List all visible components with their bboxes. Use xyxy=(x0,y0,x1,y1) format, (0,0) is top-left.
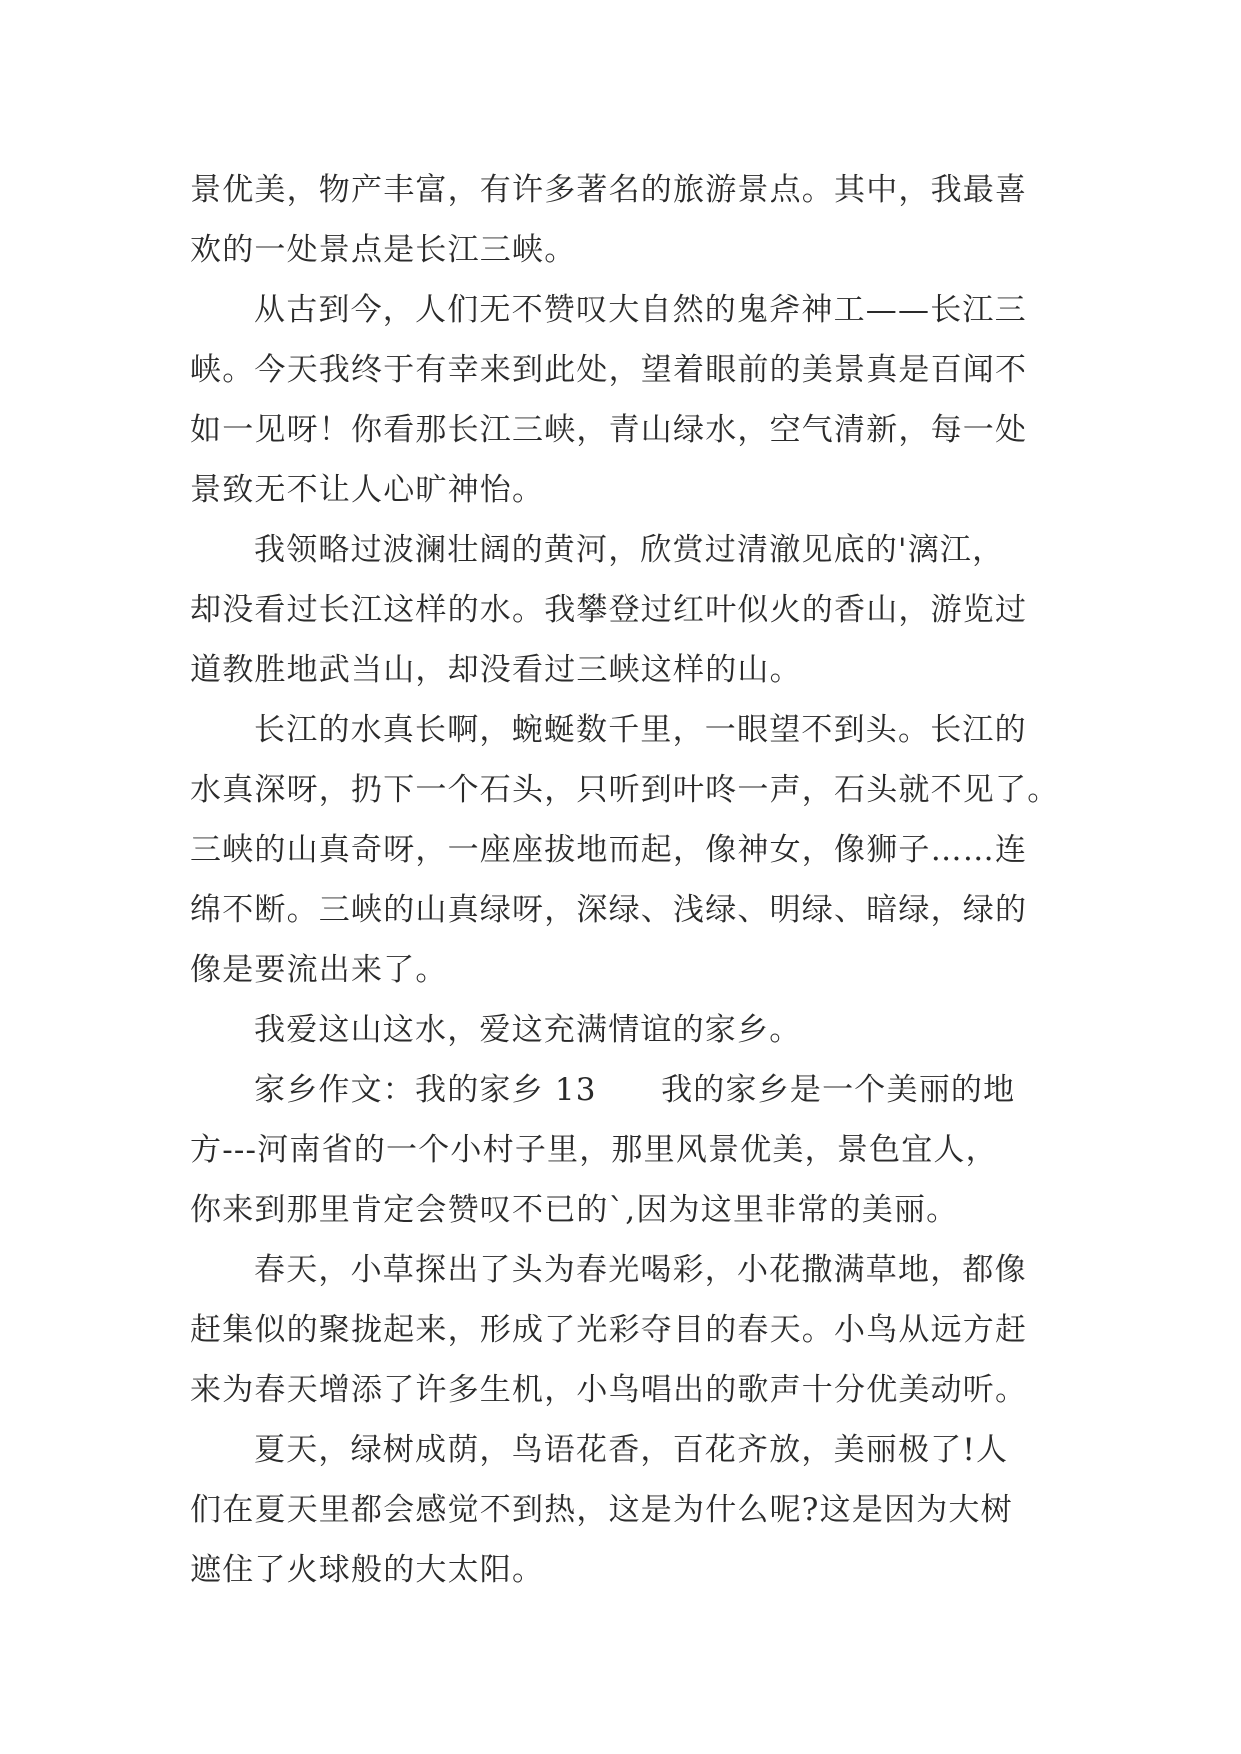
text-line: 三峡的山真奇呀，一座座拔地而起，像神女，像狮子……连 xyxy=(190,832,1028,868)
text-line: 像是要流出来了。 xyxy=(190,952,448,988)
text-line: 景优美，物产丰富，有许多著名的旅游景点。其中，我最喜 xyxy=(190,172,1028,208)
text-line: 们在夏天里都会感觉不到热，这是为什么呢?这是因为大树 xyxy=(190,1492,1013,1528)
text-line: 遮住了火球般的大太阳。 xyxy=(190,1552,545,1588)
paragraph-start-line: 我爱这山这水，爱这充满情谊的家乡。 xyxy=(254,1012,802,1048)
paragraph-start-line: 我领略过波澜壮阔的黄河，欣赏过清澈见底的'漓江， xyxy=(254,532,1005,568)
body-text xyxy=(190,160,1070,1600)
text-line: 欢的一处景点是长江三峡。 xyxy=(190,232,577,268)
text-line: 道教胜地武当山，却没看过三峡这样的山。 xyxy=(190,652,802,688)
text-line: 来为春天增添了许多生机，小鸟唱出的歌声十分优美动听。 xyxy=(190,1372,1028,1408)
paragraph-start-line: 长江的水真长啊，蜿蜒数千里，一眼望不到头。长江的 xyxy=(254,712,1027,748)
text-line: 赶集似的聚拢起来，形成了光彩夺目的春天。小鸟从远方赶 xyxy=(190,1312,1028,1348)
text-line: 你来到那里肯定会赞叹不已的`,因为这里非常的美丽。 xyxy=(190,1192,959,1228)
paragraph-start-line: 春天，小草探出了头为春光喝彩，小花撒满草地，都像 xyxy=(254,1252,1027,1288)
text-line: 峡。今天我终于有幸来到此处，望着眼前的美景真是百闻不 xyxy=(190,352,1028,388)
paragraph-start-line: 从古到今，人们无不赞叹大自然的鬼斧神工——长江三 xyxy=(254,292,1027,328)
text-line: 水真深呀，扔下一个石头，只听到叶咚一声，石头就不见了。 xyxy=(190,772,1060,808)
paragraph-start-line: 家乡作文：我的家乡 13 我的家乡是一个美丽的地 xyxy=(254,1072,1016,1108)
text-line: 如一见呀！你看那长江三峡，青山绿水，空气清新，每一处 xyxy=(190,412,1028,448)
text-line: 绵不断。三峡的山真绿呀，深绿、浅绿、明绿、暗绿，绿的 xyxy=(190,892,1028,928)
text-line: 方---河南省的一个小村子里，那里风景优美，景色宜人， xyxy=(190,1132,998,1168)
text-line: 景致无不让人心旷神怡。 xyxy=(190,472,545,508)
text-line: 却没看过长江这样的水。我攀登过红叶似火的香山，游览过 xyxy=(190,592,1028,628)
paragraph-start-line: 夏天，绿树成荫，鸟语花香，百花齐放，美丽极了!人 xyxy=(254,1432,1009,1468)
